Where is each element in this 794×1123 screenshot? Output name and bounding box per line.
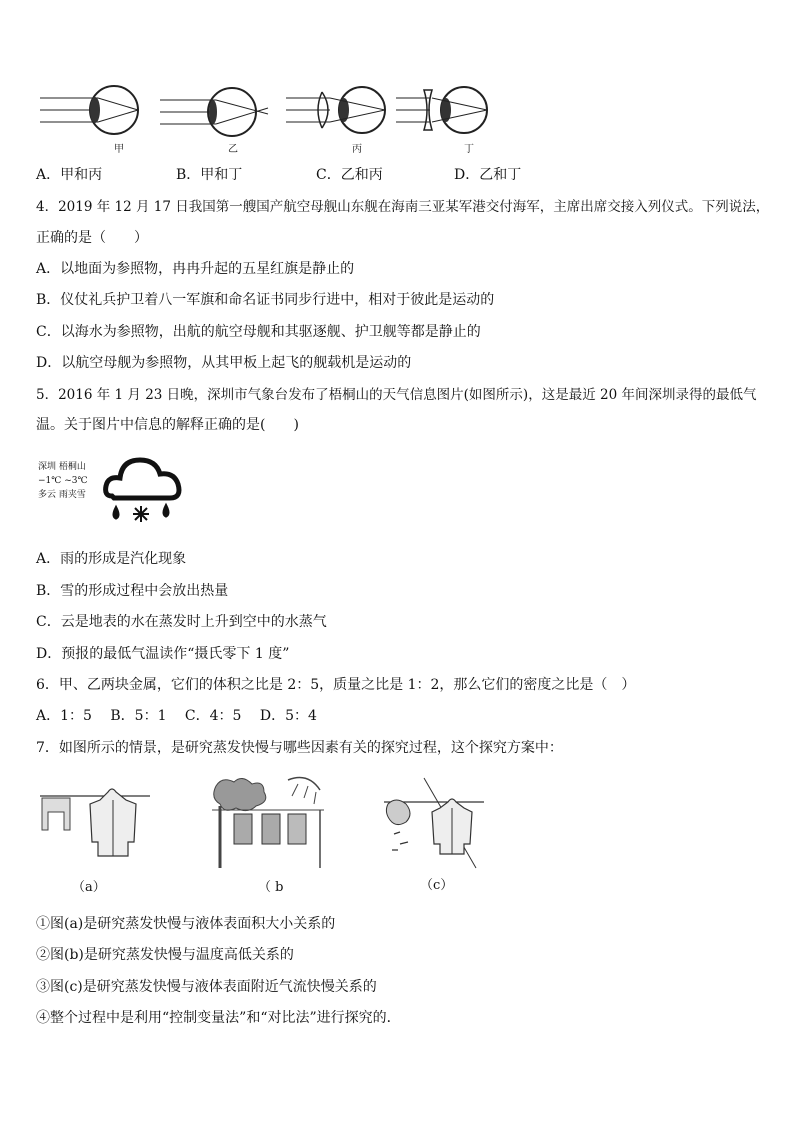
fig-a-clothes-drying [40,782,150,862]
fig-a-label: （a） [72,880,106,895]
q3-option-b: B．甲和丁 [176,167,243,183]
fig-c-wind-clothes [384,778,484,870]
weather-card [36,450,186,535]
q6-options: A．1：5 B．5：1 C．4：5 D．5：4 [36,708,317,724]
q7-stem: 7．如图所示的情景，是研究蒸发快慢与哪些因素有关的探究过程，这个探究方案中： [36,740,563,756]
q4-option-d: D．以航空母舰为参照物，从其甲板上起飞的舰载机是运动的 [36,355,412,371]
eye-diagram-svg [40,84,500,154]
q4-option-a: A．以地面为参照物，冉冉升起的五星红旗是静止的 [36,261,355,277]
weather-card-condition: 多云 雨夹雪 [38,490,86,500]
eye-label-yi: 乙 [228,144,238,155]
q5-option-a: A．雨的形成是汽化现象 [36,551,187,567]
q4-option-b: B．仪仗礼兵护卫着八一军旗和命名证书同步行进中，相对于彼此是运动的 [36,292,495,308]
q4-stem-line2: 正确的是（ ） [36,230,148,246]
fig-b-shade-sun [212,776,324,870]
q5-stem-line1: 5．2016 年 1 月 23 日晚，深圳市气象台发布了梧桐山的天气信息图片(如图所示)，这是最近 20 年间深圳录得的最低气 [36,387,757,403]
weather-card-location: 深圳 梧桐山 [38,462,86,472]
eye-figure-ding [396,87,487,133]
eye-label-jia: 甲 [114,144,124,155]
q5-stem-line2: 温。关于图片中信息的解释正确的是( ) [36,417,299,433]
eye-label-bing: 丙 [352,144,362,155]
cloud-rain-snow-icon [104,450,184,530]
q4-option-c: C．以海水为参照物，出航的航空母舰和其驱逐舰、护卫舰等都是静止的 [36,324,481,340]
q3-option-a: A．甲和丙 [36,167,103,183]
q7-statement-2: ②图(b)是研究蒸发快慢与温度高低关系的 [36,947,294,963]
q5-option-d: D．预报的最低气温读作“摄氏零下 1 度” [36,646,290,662]
q5-option-c: C．云是地表的水在蒸发时上升到空中的水蒸气 [36,614,327,630]
q7-statement-1: ①图(a)是研究蒸发快慢与液体表面积大小关系的 [36,916,336,932]
q6-stem: 6．甲、乙两块金属，它们的体积之比是 2：5，质量之比是 1：2，那么它们的密度之比是（ ） [36,677,636,693]
eye-figure-bing [286,87,385,133]
eye-figure-yi [160,88,268,136]
q5-option-b: B．雪的形成过程中会放出热量 [36,583,229,599]
q3-option-d: D．乙和丁 [454,167,522,183]
weather-card-temperature: −1℃ ~3℃ [38,476,88,486]
q7-statement-3: ③图(c)是研究蒸发快慢与液体表面附近气流快慢关系的 [36,979,377,995]
eye-figure-jia [40,86,138,134]
fig-b-label: （ b [258,880,284,895]
q3-option-c: C．乙和丙 [316,167,383,183]
eye-label-ding: 丁 [464,144,474,155]
fig-c-label: （c） [420,878,454,893]
q7-statement-4: ④整个过程中是利用“控制变量法”和“对比法”进行探究的． [36,1010,401,1026]
q4-stem-line1: 4．2019 年 12 月 17 日我国第一艘国产航空母舰山东舰在海南三亚某军港交付海军，主席出席交接入列仪式。下列说法， [36,199,770,215]
